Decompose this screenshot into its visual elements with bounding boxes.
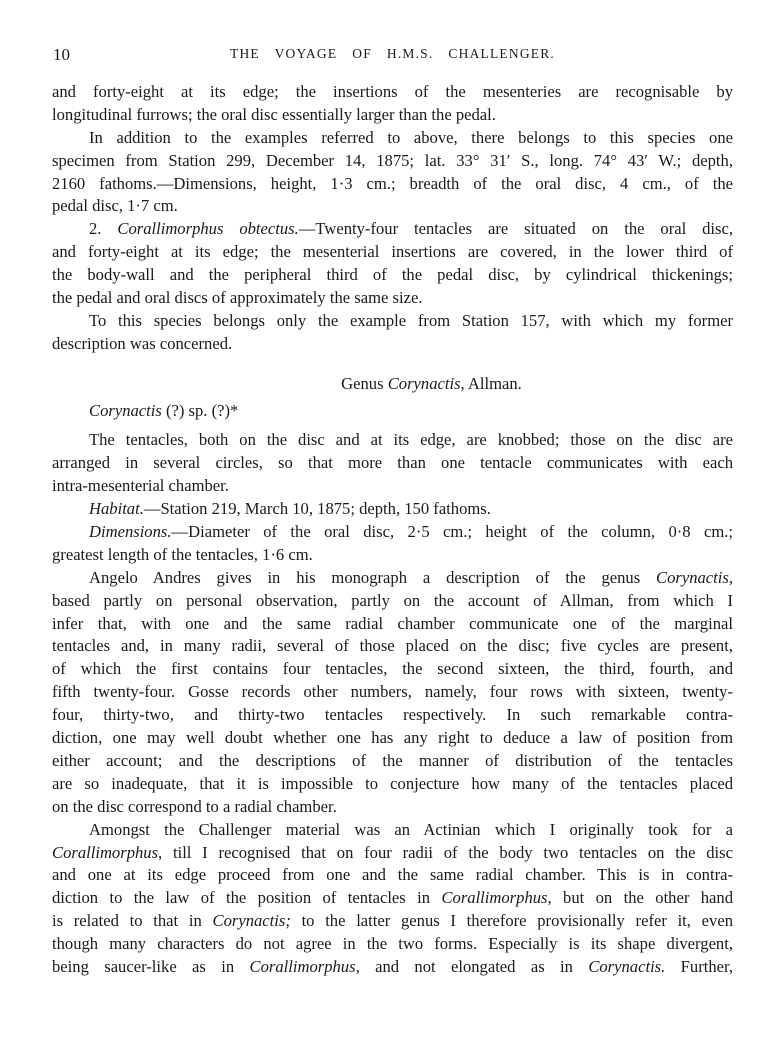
text-segment: description was concerned. [52, 333, 233, 353]
text-segment: , Allman. [460, 373, 522, 393]
text-segment: and forty-eight at its edge; the insertions of the mesenteries are recognisable by [52, 82, 733, 101]
text-segment: , and not elongated as in [355, 956, 589, 976]
text-segment: four, thirty-two, and thirty-two tentacles respectively. In such remarkable contra- [52, 705, 733, 725]
text-segment: diction to the law of the position of tentacles in [52, 888, 442, 908]
text-segment: , but on the other hand [547, 888, 734, 908]
text-line [52, 241, 733, 264]
page-number: 10 [53, 45, 70, 64]
italic-text: Habitat. [89, 499, 144, 519]
text-segment: Amongst the Challenger material was an Actinian which I originally took for a [89, 819, 733, 839]
text-segment: —Diameter of the oral disc, 2·5 cm.; height of the column, 0·8 cm.; [171, 522, 733, 542]
text-line [52, 429, 733, 452]
text-line [52, 310, 733, 333]
text-segment: 2. [89, 219, 118, 239]
text-segment: —Station 219, March 10, 1875; depth, 150 fathoms. [143, 499, 491, 519]
text-line [52, 750, 733, 773]
text-segment: based partly on personal observation, partly on the account of Allman, from which I [52, 590, 733, 610]
text-segment: Angelo Andres gives in his monograph a description of the genus [89, 567, 657, 587]
text-segment: though many characters do not agree in the two forms. Especially is its shape divergent, [52, 934, 733, 954]
text-segment: diction, one may well doubt whether one has any right to deduce a law of position from [52, 728, 733, 748]
text-segment: the body-wall and the peripheral third of the pedal disc, by cylindrical thickenings; [52, 265, 733, 285]
italic-text: Corynactis [656, 567, 729, 587]
running-title: THE VOYAGE OF H.M.S. CHALLENGER. [230, 46, 555, 61]
text-segment: and one at its edge proceed from one and the same radial chamber. This is in contra- [52, 865, 733, 885]
text-segment: of which the first contains four tentacles, the second sixteen, the third, fourth, and [52, 659, 733, 679]
text-segment: and forty-eight at its edge; the mesenterial insertions are covered, in the lower third of [52, 242, 733, 262]
text-line [52, 544, 733, 567]
text-line [52, 81, 733, 104]
section-heading [52, 373, 733, 396]
text-line [52, 173, 733, 196]
text-segment: In addition to the examples referred to above, there belongs to this species one [89, 127, 733, 147]
text-segment: either account; and the descriptions of the manner of distribution of the tentacles [52, 750, 733, 770]
text-line [52, 796, 733, 819]
text-line [52, 658, 733, 681]
italic-text: Corallimorphus obtectus. [117, 219, 299, 239]
italic-text: Corallimorphus [249, 956, 356, 976]
text-segment: , till I recognised that on four radii of the body two tentacles on the disc [158, 842, 733, 862]
italic-text: Corallimorphus [52, 842, 159, 862]
text-segment: intra-mesenterial chamber. [52, 476, 229, 496]
text-segment: infer that, with one and the same radial chamber communicate one of the marginal [52, 613, 733, 633]
text-segment: Genus [341, 373, 388, 393]
text-segment: the pedal and oral discs of approximately the same size. [52, 288, 423, 308]
italic-text: Dimensions. [89, 522, 172, 542]
text-line [52, 475, 733, 498]
text-line [52, 400, 733, 423]
text-segment: The tentacles, both on the disc and at its edge, are knobbed; those on the disc are [89, 430, 733, 450]
text-line [52, 498, 733, 521]
text-line [52, 727, 733, 750]
text-segment: greatest length of the tentacles, 1·6 cm. [52, 544, 313, 564]
text-segment: 2160 fathoms.—Dimensions, height, 1·3 cm.; breadth of the oral disc, 4 cm., of the [52, 173, 733, 193]
text-line [52, 613, 733, 636]
text-segment: fifth twenty-four. Gosse records other numbers, namely, four rows with sixteen, twenty- [52, 682, 733, 702]
text-line [52, 287, 733, 310]
text-segment: is related to that in [52, 911, 213, 931]
text-segment: To this species belongs only the example from Station 157, with which my former [89, 310, 733, 330]
text-line [52, 704, 733, 727]
text-line [52, 567, 733, 590]
text-line [52, 218, 733, 241]
text-line [52, 127, 733, 150]
text-segment: arranged in several circles, so that more than one tentacle communicates with each [52, 453, 733, 473]
text-line [52, 681, 733, 704]
text-segment: , [728, 567, 733, 587]
text-segment: longitudinal furrows; the oral disc essentially larger than the pedal. [52, 104, 496, 124]
text-segment: —Twenty-four tentacles are situated on the oral disc, [298, 219, 734, 239]
text-line [52, 956, 733, 979]
text-line [52, 864, 733, 887]
text-line [52, 264, 733, 287]
italic-text: Corynactis. [588, 956, 666, 976]
text-segment: being saucer-like as in [52, 956, 250, 976]
text-segment: tentacles and, in many radii, several of those placed on the disc; five cycles are present, [52, 636, 733, 656]
italic-text: Corynactis; [212, 911, 291, 931]
text-line [52, 521, 733, 544]
text-segment: to the latter genus I therefore provisionally refer it, even [290, 911, 733, 931]
text-segment: pedal disc, 1·7 cm. [52, 196, 178, 216]
text-segment: specimen from Station 299, December 14, 1875; lat. 33° 31′ S., long. 74° 43′ W.; depth, [52, 150, 733, 170]
text-segment: (?) sp. (?)* [161, 400, 239, 420]
text-line [52, 933, 733, 956]
text-line [52, 773, 733, 796]
text-line [52, 150, 733, 173]
text-line [52, 635, 733, 658]
body-text [52, 81, 733, 979]
text-segment: Further, [665, 956, 733, 976]
text-line [52, 104, 733, 127]
italic-text: Corynactis [89, 400, 162, 420]
text-line [52, 887, 733, 910]
text-line [52, 819, 733, 842]
text-line [52, 333, 733, 356]
text-line [52, 195, 733, 218]
text-segment: are so inadequate, that it is impossible to conjecture how many of the tentacles placed [52, 773, 733, 793]
text-line [52, 910, 733, 933]
italic-text: Corallimorphus [441, 888, 548, 908]
text-line [52, 842, 733, 865]
italic-text: Corynactis [387, 373, 461, 393]
text-line [52, 590, 733, 613]
text-segment: on the disc correspond to a radial chamber. [52, 796, 337, 816]
text-line [52, 452, 733, 475]
